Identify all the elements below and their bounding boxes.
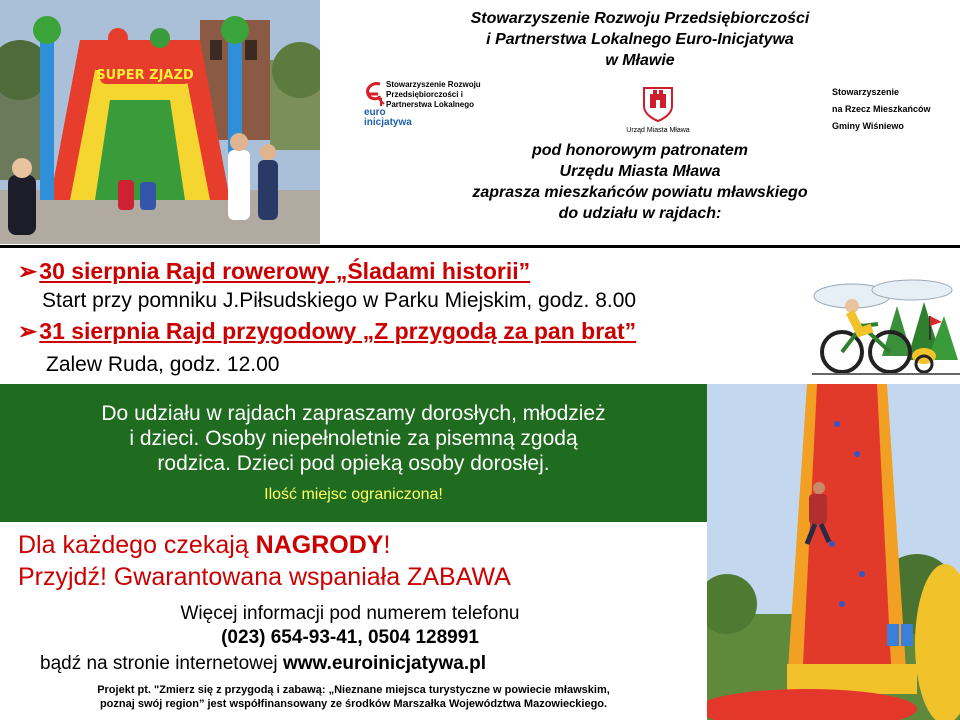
climbing-wall-photo <box>707 384 960 720</box>
invite-line-2: i dzieci. Osoby niepełnoletnie za pisemną zgodą <box>129 427 578 450</box>
wisniewo-line-2: na Rzecz Mieszkańców <box>832 104 931 114</box>
patronage-block <box>320 140 960 224</box>
patron-line-2: Urzędu Miasta Mława <box>559 163 721 180</box>
event-1-title-text: 30 sierpnia Rajd rowerowy „Śladami historii” <box>39 258 531 284</box>
event-1-details: Start przy pomniku J.Piłsudskiego w Parku Miejskim, godz. 8.00 <box>42 289 637 312</box>
phone-number-1: (023) 654-93-41 <box>221 627 358 648</box>
contact-intro: Więcej informacji pod numerem telefonu <box>180 603 520 624</box>
wisniewo-line-3: Gminy Wiśniewo <box>832 121 904 131</box>
cyclist-clipart <box>812 276 960 380</box>
euro-logo-line-1: Stowarzyszenie Rozwoju <box>386 80 481 89</box>
limited-places-note: Ilość miejsc ograniczona! <box>264 486 443 503</box>
coat-of-arms-icon <box>642 86 674 122</box>
phone-separator: , <box>357 627 368 648</box>
euro-logo-brand-1: euro <box>364 107 386 118</box>
prizes-prefix: Dla każdego czekają <box>18 531 256 559</box>
euro-logo-symbol-icon <box>364 80 386 108</box>
bouncy-castle-illustration <box>0 0 320 244</box>
euro-logo-line-3: Partnerstwa Lokalnego <box>386 100 475 109</box>
footer-line-2: poznaj swój region” jest współfinansowany ze środków Marszałka Województwa Mazowieckiego. <box>99 698 608 710</box>
euro-logo-brand <box>364 108 412 128</box>
patron-line-4: do udziału w rajdach: <box>558 205 722 222</box>
city-logo-caption: Urząd Miasta Mława <box>626 127 690 134</box>
contact-phones <box>120 626 580 649</box>
bouncy-castle-photo <box>0 0 320 244</box>
project-footer <box>0 683 707 711</box>
mlawa-city-logo <box>618 86 698 138</box>
euro-logo-brand-2: inicjatywa <box>364 117 412 128</box>
prizes-emphasis: NAGRODY <box>255 531 384 559</box>
organizer-line-2: i Partnerstwa Lokalnego Euro-Inicjatywa <box>486 31 794 48</box>
phone-number-2: 0504 128991 <box>367 627 479 648</box>
organizer-line-3: w Mławie <box>605 52 675 69</box>
arrow-bullet-icon: ➢ <box>18 318 38 344</box>
organizer-line-1: Stowarzyszenie Rozwoju Przedsiębiorczości <box>470 10 810 27</box>
euro-logo-line-2: Przedsiębiorczości i <box>386 90 463 99</box>
wisniewo-line-1: Stowarzyszenie <box>832 87 900 97</box>
event-2-details: Zalew Ruda, godz. 12.00 <box>46 353 280 376</box>
organizer-title <box>320 8 960 71</box>
fun-line: Przyjdź! Gwarantowana wspaniała ZABAWA <box>18 563 511 591</box>
wisniewo-association-logo <box>832 82 952 136</box>
event-1-title <box>18 257 530 285</box>
invite-line-1: Do udziału w rajdach zapraszamy dorosłych, młodzież <box>101 402 606 425</box>
climbing-wall-illustration <box>707 384 960 720</box>
patron-line-1: pod honorowym patronatem <box>532 142 748 159</box>
website-link[interactable]: www.euroinicjatywa.pl <box>282 653 486 674</box>
event-2-title <box>18 317 636 345</box>
cyclist-icon <box>812 276 960 380</box>
prizes-suffix: ! <box>383 531 391 559</box>
euro-logo-text <box>386 80 481 110</box>
euro-inicjatywa-logo <box>364 80 484 130</box>
footer-line-1: Projekt pt. "Zmierz się z przygodą i zabawą: „Nieznane miejsca turystyczne w powiecie mławskim, <box>97 684 610 696</box>
website-prefix: bądź na stronie internetowej <box>40 653 283 674</box>
prizes-line <box>18 530 390 560</box>
invite-line-3: rodzica. Dzieci pod opieką osoby dorosłej. <box>157 452 550 475</box>
header-divider <box>0 245 960 248</box>
event-2-title-text: 31 sierpnia Rajd przygodowy „Z przygodą za pan brat” <box>39 318 637 344</box>
castle-sign: SUPER ZJAZD <box>96 68 194 83</box>
contact-website-line <box>40 652 486 675</box>
arrow-bullet-icon: ➢ <box>18 258 38 284</box>
patron-line-3: zaprasza mieszkańców powiatu mławskiego <box>472 184 808 201</box>
